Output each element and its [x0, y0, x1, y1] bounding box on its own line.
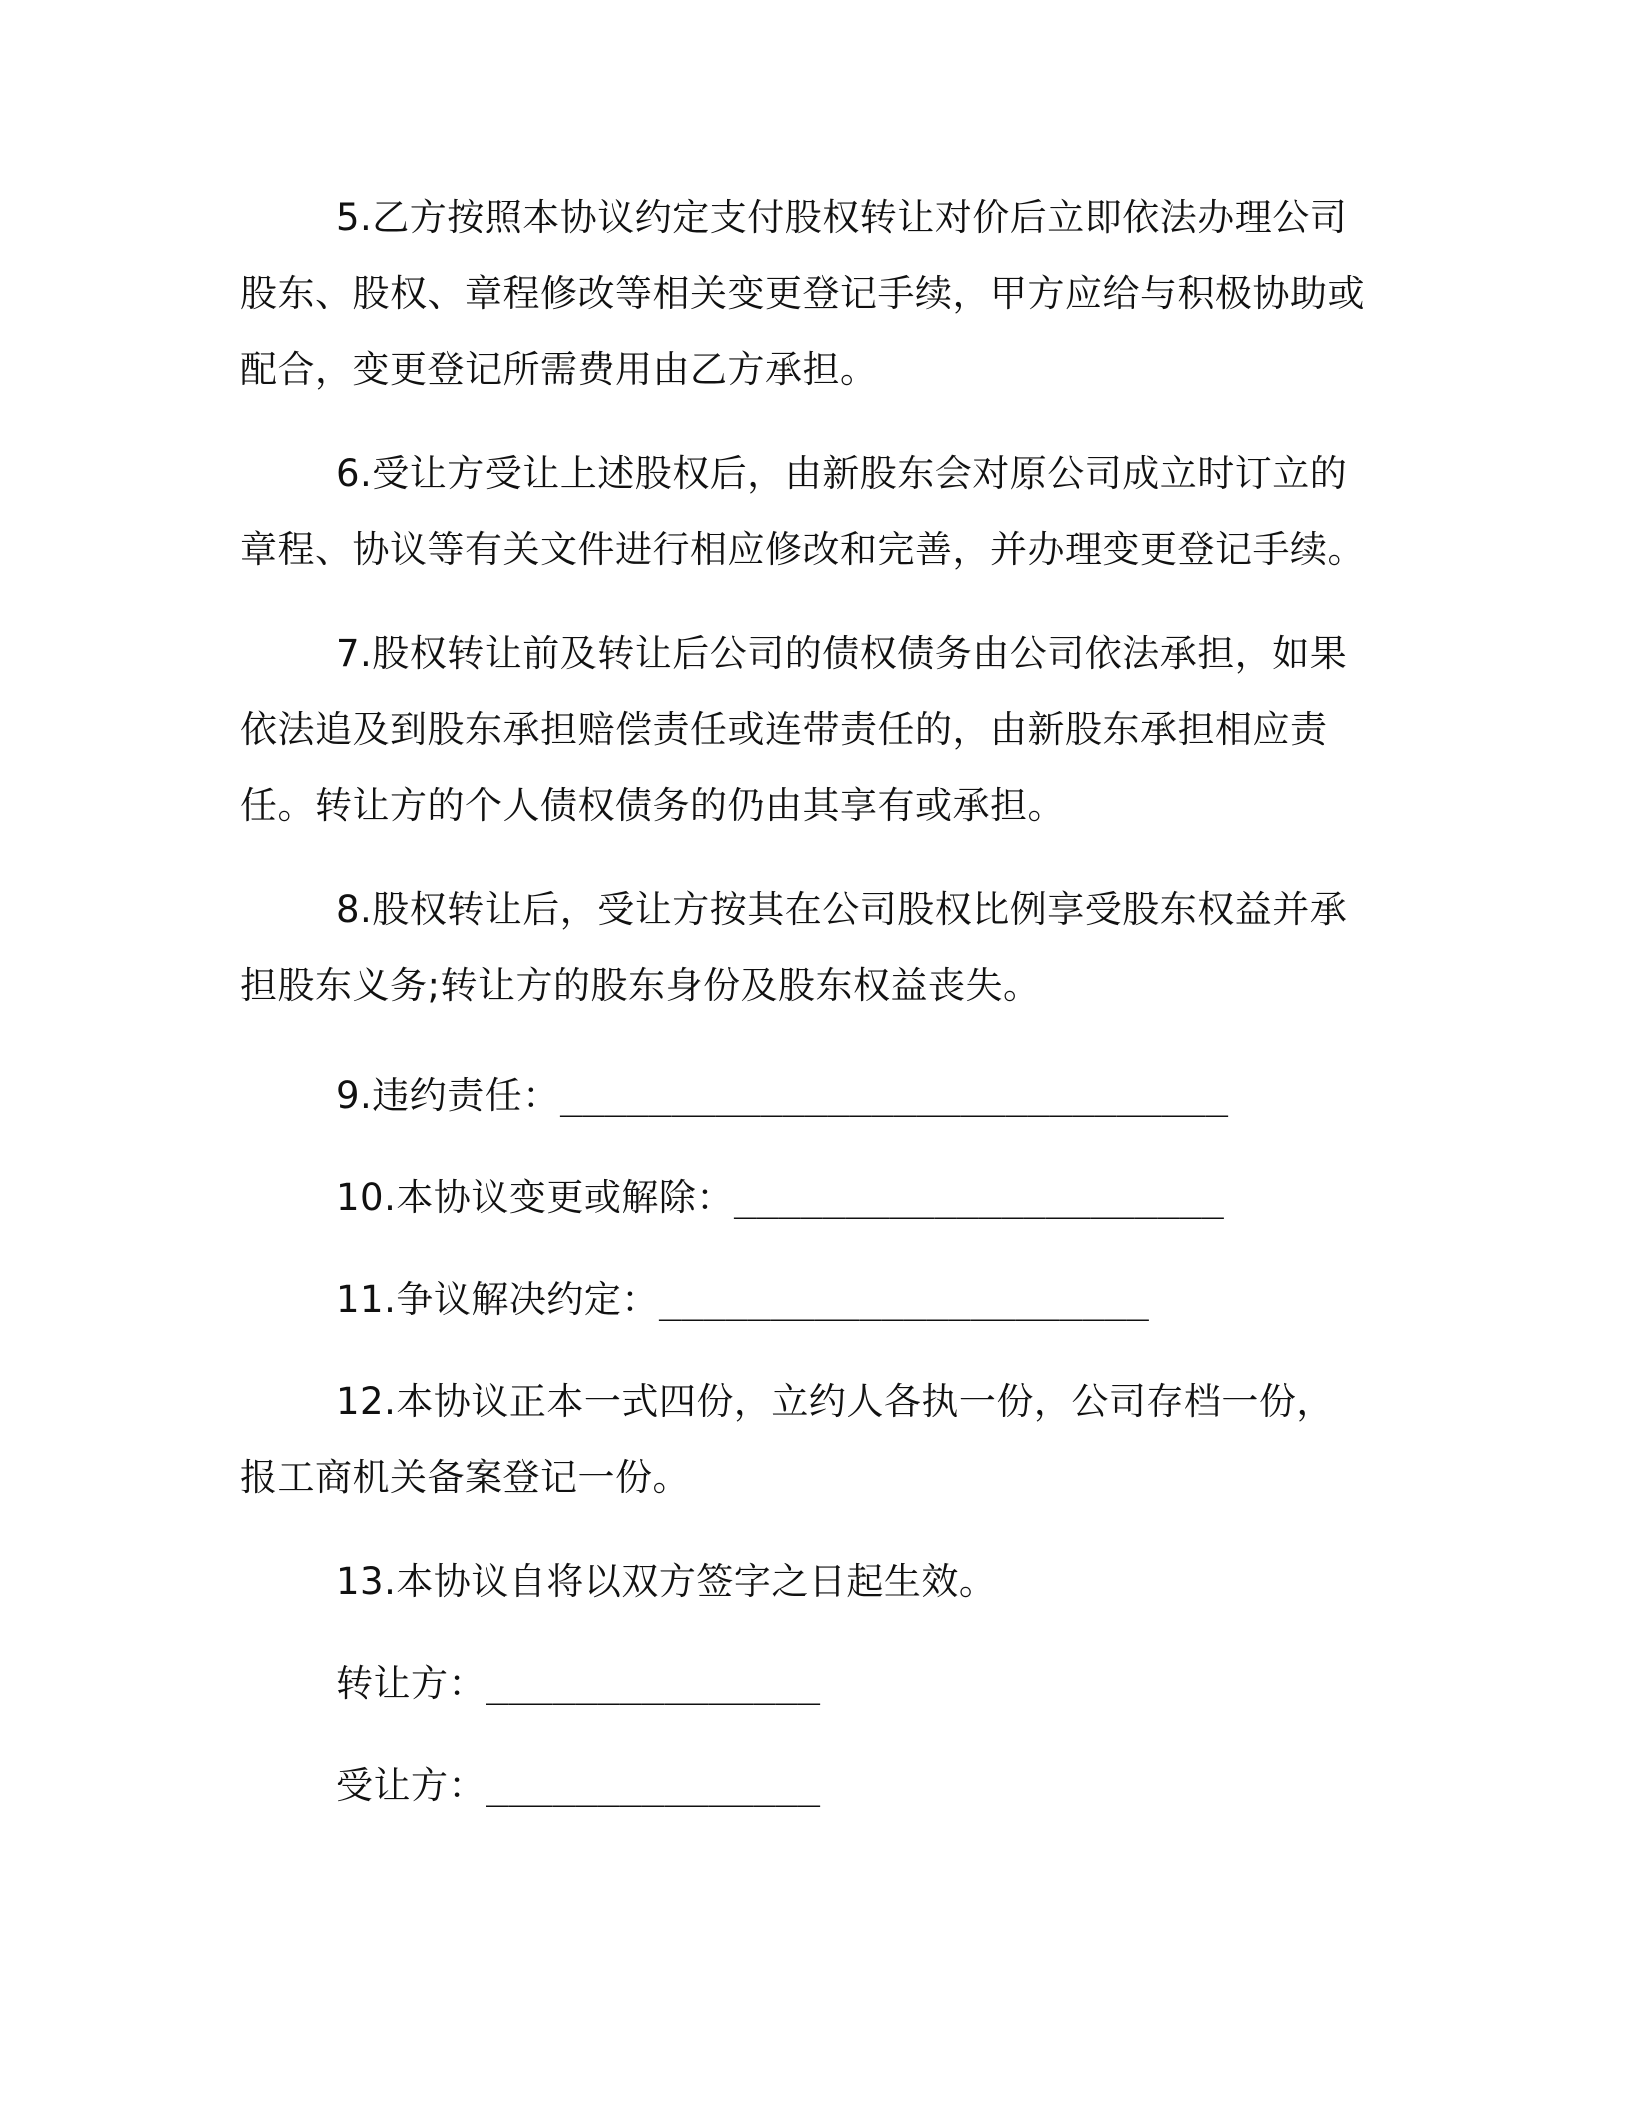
document-page [240, 0, 1370, 2112]
transferee-blank: _______________ [486, 1764, 821, 1807]
transferee-label: 受让方： [336, 1764, 486, 1807]
transferor-blank: _______________ [486, 1662, 821, 1705]
clause-7: 7.股权转让前及转让后公司的债权债务由公司依法承担，如果依法追及到股东承担赔偿责任或连带责任的，由新股东承担相应责任。转让方的个人债权债务的仍由其享有或承担。 [240, 632, 1348, 827]
signature-transferee [336, 1748, 820, 1824]
transferor-label: 转让方： [336, 1662, 486, 1705]
clause-12: 12.本协议正本一式四份，立约人各执一份，公司存档一份，报工商机关备案登记一份。 [240, 1380, 1334, 1499]
clause-10-blank: ______________________ [733, 1176, 1224, 1219]
clause-10-label: 10.本协议变更或解除： [336, 1176, 734, 1219]
clause-10 [336, 1160, 1224, 1236]
clause-9-blank: ______________________________ [559, 1074, 1229, 1117]
clause-9 [336, 1058, 1228, 1134]
clause-5: 5.乙方按照本协议约定支付股权转让对价后立即依法办理公司股东、股权、章程修改等相关变更登记手续，甲方应给与积极协助或配合，变更登记所需费用由乙方承担。 [240, 196, 1365, 391]
clause-13: 13.本协议自将以双方签字之日起生效。 [336, 1560, 997, 1603]
signature-transferor [336, 1646, 820, 1722]
clause-6: 6.受让方受让上述股权后，由新股东会对原公司成立时订立的章程、协议等有关文件进行相应修改和完善，并办理变更登记手续。 [240, 452, 1365, 571]
clause-9-label: 9.违约责任： [336, 1074, 560, 1117]
clause-11-blank: ______________________ [658, 1278, 1149, 1321]
clause-11 [336, 1262, 1149, 1338]
clause-11-label: 11.争议解决约定： [336, 1278, 659, 1321]
clause-8: 8.股权转让后，受让方按其在公司股权比例享受股东权益并承担股东义务;转让方的股东身份及股东权益丧失。 [240, 888, 1348, 1007]
